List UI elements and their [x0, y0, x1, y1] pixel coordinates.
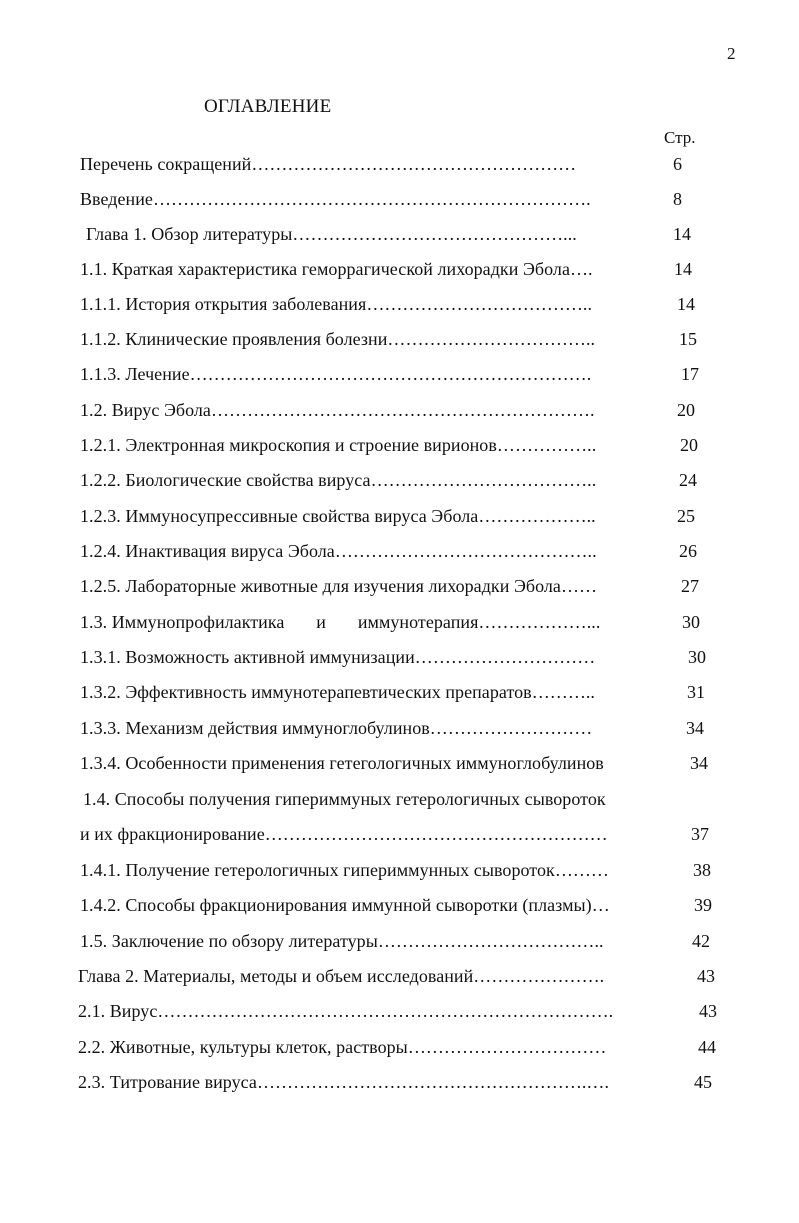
toc-entry-title: 1.3.3. Механизм действия иммуноглобулинов……………………… [80, 718, 593, 738]
toc-entry-page: 37 [691, 824, 709, 844]
toc-entry-title: 2.3. Титрование вируса……………………………………………….…. [78, 1072, 610, 1092]
toc-entry [78, 1069, 728, 1095]
toc-entry [80, 644, 706, 670]
page-column-label: Стр. [664, 128, 696, 147]
toc-entry [80, 397, 700, 423]
toc-entry-page: 45 [694, 1072, 712, 1092]
toc-entry-title: Перечень сокращений……………………………………………… [80, 154, 577, 174]
toc-entry [80, 186, 700, 212]
toc-entry-page: 6 [673, 154, 682, 174]
toc-entry-title: 1.2. Вирус Эбола………………………………………………………. [80, 400, 595, 420]
toc-entry [80, 326, 700, 352]
toc-entry-page: 34 [690, 753, 708, 773]
toc-entry-title: 1.4.2. Способы фракционирования иммунной сыворотки (плазмы)… [80, 895, 610, 915]
toc-entry [80, 151, 700, 177]
toc-entry [78, 998, 728, 1024]
toc-entry-page: 20 [677, 400, 695, 420]
toc-entry-title: 1.5. Заключение по обзору литературы……………………………….. [80, 931, 604, 951]
toc-entry-title: Глава 1. Обзор литературы………………………………………... [86, 224, 577, 244]
toc-entry [80, 467, 700, 493]
toc-entry-title: 1.1. Краткая характеристика геморрагической лихорадки Эбола…. [80, 259, 593, 279]
toc-entry-page: 30 [688, 647, 706, 667]
toc-entry [80, 256, 700, 282]
toc-entry-page: 17 [681, 364, 699, 384]
toc-entry-page: 39 [694, 895, 712, 915]
toc-entry-page: 43 [697, 966, 715, 986]
toc-entry [80, 361, 700, 387]
toc-entry-title: 1.1.3. Лечение…………………………………………………………. [80, 364, 592, 384]
toc-entry-title: 1.4. Способы получения гипериммуных гетерологичных сывороток [83, 789, 606, 809]
toc-entry [78, 1034, 728, 1060]
toc-entry-title: 1.1.2. Клинические проявления болезни…………………………….. [80, 329, 596, 349]
toc-entry [86, 221, 706, 247]
toc-entry-title: 2.1. Вирус…………………………………………………………………. [78, 1001, 614, 1021]
toc-entry-title: 1.2.4. Инактивация вируса Эбола…………………………………….. [80, 541, 597, 561]
toc-entry [80, 609, 700, 635]
toc-entry-page: 14 [673, 224, 691, 244]
toc-entry [80, 291, 700, 317]
toc-entry-title: 1.2.5. Лабораторные животные для изучения лихорадки Эбола…… [80, 576, 598, 596]
toc-entry-page: 30 [682, 612, 700, 632]
toc-entry-page: 20 [680, 435, 698, 455]
toc-entry-title: 1.1.1. История открытия заболевания……………………………….. [80, 294, 593, 314]
toc-entry [80, 928, 720, 954]
toc-entry [80, 715, 704, 741]
toc-entry [80, 432, 700, 458]
toc-entry [80, 821, 720, 847]
toc-entry-title: 1.4.1. Получение гетерологичных гипериммунных сывороток……… [80, 860, 609, 880]
toc-entry-title: 1.2.2. Биологические свойства вируса……………………………….. [80, 470, 597, 490]
toc-entry-title: 1.2.3. Иммуносупрессивные свойства вируса Эбола……………….. [80, 506, 596, 526]
toc-entry-title: и их фракционирование………………………………………………… [80, 824, 608, 844]
toc-entry [80, 750, 720, 776]
toc-entry [80, 857, 720, 883]
toc-entry-page: 25 [677, 506, 695, 526]
toc-entry [80, 679, 705, 705]
toc-entry-page: 8 [673, 189, 682, 209]
toc-entry-page: 24 [679, 470, 697, 490]
page-number: 2 [727, 44, 736, 63]
toc-entry-page: 14 [677, 294, 695, 314]
toc-entry-title: Введение………………………………………………………………. [80, 189, 591, 209]
toc-entry-page: 43 [699, 1001, 717, 1021]
toc-entry-page: 26 [679, 541, 697, 561]
toc-entry-page: 15 [679, 329, 697, 349]
toc-entry-title: 1.3.4. Особенности применения гетегологичных иммуноглобулинов [80, 753, 604, 773]
toc-entry-title: 1.3. Иммунопрофилактика и иммунотерапия………………... [80, 612, 601, 632]
toc-entry-page: 44 [698, 1037, 716, 1057]
toc-entry-title: Глава 2. Материалы, методы и объем исследований…………………. [78, 966, 605, 986]
toc-entry-title: 1.2.1. Электронная микроскопия и строение вирионов…………….. [80, 435, 597, 455]
toc-entry [80, 503, 700, 529]
toc-entry-page: 42 [692, 931, 710, 951]
toc-entry-page: 14 [674, 259, 692, 279]
toc-entry-title: 2.2. Животные, культуры клеток, растворы…………………………… [78, 1037, 607, 1057]
toc-entry [80, 892, 720, 918]
toc-title: ОГЛАВЛЕНИЕ [204, 96, 332, 117]
toc-entry [80, 538, 700, 564]
toc-entry [80, 573, 700, 599]
toc-entry-page: 34 [686, 718, 704, 738]
toc-entry [78, 963, 728, 989]
toc-entry-page: 27 [681, 576, 699, 596]
toc-entry-title: 1.3.1. Возможность активной иммунизации………………………… [80, 647, 596, 667]
toc-entry-page: 38 [693, 860, 711, 880]
toc-entry-page: 31 [687, 682, 705, 702]
toc-entry-title: 1.3.2. Эффективность иммунотерапевтических препаратов……….. [80, 682, 595, 702]
toc-entry [83, 786, 703, 812]
